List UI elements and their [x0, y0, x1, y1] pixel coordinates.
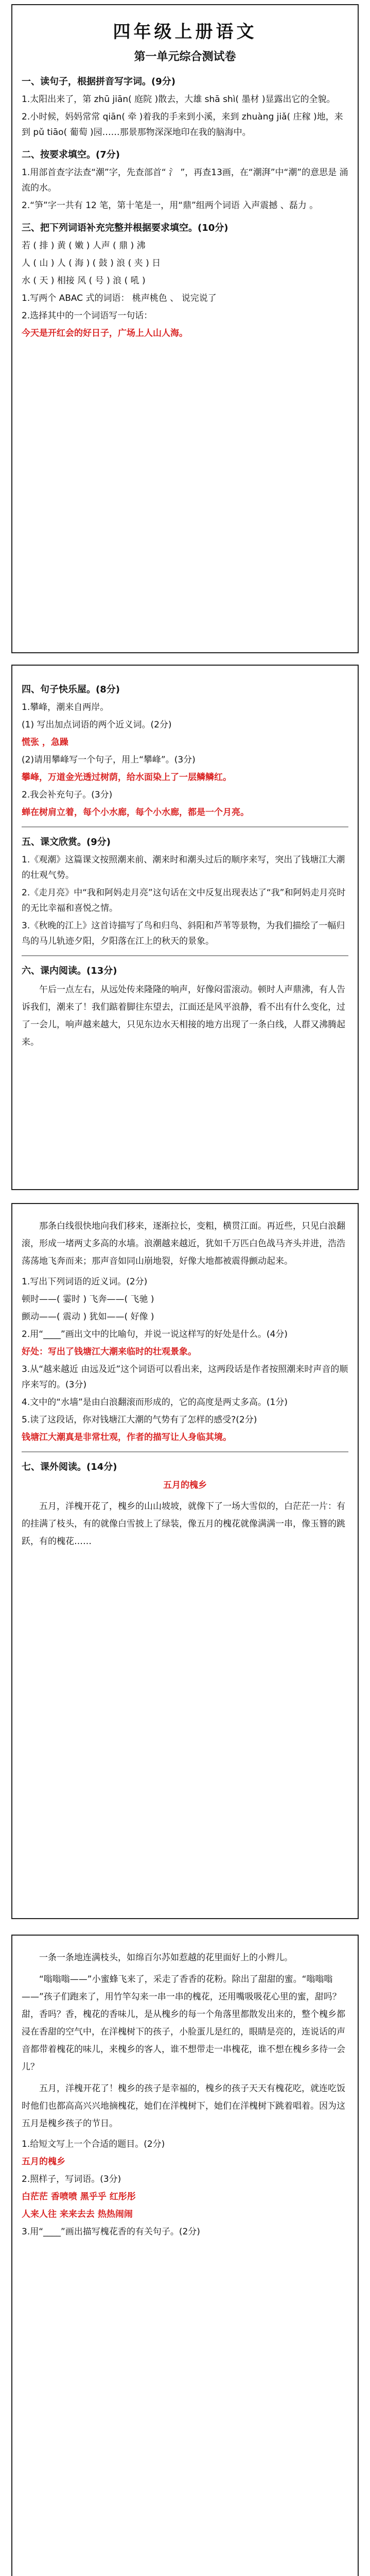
reading-passage: 那条白线很快地向我们移来，逐渐拉长，变粗，横贯江面。再近些，只见白浪翻滚，形成一堵两丈多高的水墙。浪潮越来越近，犹如千万匹白色战马齐头并进，浩浩荡荡地飞奔而来；那声音如同山崩地裂，好像大地都被震得颤动起来。: [22, 1221, 345, 1266]
reading-passage: 五月，洋槐开花了！槐乡的孩子是幸福的，槐乡的孩子天天有槐花吃，就连吃饭时他们也都高高兴兴地摘槐花，她们在洋槐树下，她们在洋槐树下跳着唱着。因为这五月是槐乡孩子的节日。: [22, 2083, 345, 2129]
question-item: 3.《秋晚的江上》这首诗描写了鸟和归鸟、斜阳和芦苇等景物，为我们描绘了一幅归鸟的马儿轨迹夕阳，夕阳落在江上的秋天的景象。: [22, 921, 345, 946]
header-panel: [11, 4, 359, 653]
answer-text: 钱塘江大潮真是非常壮观，作者的描写让人身临其境。: [22, 1432, 232, 1443]
reading-passage: 午后一点左右，从远处传来隆隆的响声，好像闷雷滚动。顿时人声鼎沸，有人告诉我们，潮来了！我们踮着脚往东望去，江面还是风平浪静，看不出有什么变化，过了一会儿，响声越来越大，只见东边水天相接的地方出现了一条白线，人群又沸腾起来。: [22, 985, 345, 1047]
question-item: 3.从“越来越近 由远及近”这个词语可以看出来，这两段话是作者按照潮来时声音的顺序来写的。(3分): [22, 1364, 348, 1390]
answer-text: 慌张 ，急躁: [22, 737, 68, 748]
divider: [22, 1451, 348, 1452]
question-item: 2.用“____”画出文中的比喻句，并说一说这样写的好处是什么。(4分): [22, 1329, 288, 1340]
question-item: 1.写两个 ABAC 式的词语： 桃声桃色 、 说完说了: [22, 293, 217, 303]
question-item: 水 ( 天 ) 相接 风 ( 号 ) 浪 ( 吼 ): [22, 276, 146, 286]
section-panel: [11, 1935, 359, 2576]
answer-text: 人来人往 来来去去 热热闹闹: [22, 2209, 133, 2219]
page-subtitle: 第一单元综合测试卷: [134, 50, 236, 63]
section-heading: 五、课文欣赏。(9分): [22, 837, 111, 848]
section-heading: 二、按要求填空。(7分): [22, 149, 120, 160]
section-panel: [11, 665, 359, 1190]
section-panel: [11, 1203, 359, 1919]
question-item: 若 ( 排 ) 黄 ( 嫩 ) 人声 ( 鼎 ) 沸: [22, 241, 146, 251]
question-item: 1.攀峰，潮来自两岸。: [22, 702, 109, 713]
question-item: 5.读了这段话，你对钱塘江大潮的气势有了怎样的感受?(2分): [22, 1415, 257, 1425]
section-heading: 三、把下列词语补充完整并根据要求填空。(10分): [22, 223, 228, 233]
question-item: 顿时——( 霎时 ) 飞奔——( 飞驰 ): [22, 1294, 154, 1304]
question-item: 2.《走月亮》中“我和阿妈走月亮”这句话在文中反复出现表达了“我”和阿妈走月亮时的无比幸福和喜悦之情。: [22, 888, 346, 913]
section-heading: 七、课外阅读。(14分): [22, 1462, 117, 1472]
reading-passage: 一条一条地连满枝头，如绵百尔苏如惹越的花里面好上的小辫儿。: [39, 1953, 293, 1963]
answer-text: 五月的槐乡: [22, 2157, 65, 2167]
answer-text: 蝉在树肩立着，每个小水廊，每个小水廊，都是一个月亮。: [22, 807, 249, 818]
question-item: 1.写出下列词语的近义词。(2分): [22, 1277, 148, 1287]
reading-passage: 五月，洋槐开花了，槐乡的山山坡坡，就像下了一场大雪似的，白茫茫一片：有的挂满了枝头，有的就像白雪披上了绿装，像五月的槐花就像满满一串，像玉簪的跳跃，有的槐花……: [22, 1501, 345, 1547]
answer-text: 好处：写出了钱塘江大潮来临时的壮观景象。: [22, 1347, 197, 1357]
page-title: 四年级上册语文: [113, 22, 257, 42]
question-item: 2.照样子，写词语。(3分): [22, 2174, 121, 2184]
answer-text: 白茫茫 香喷喷 黑乎乎 红彤彤: [22, 2192, 136, 2202]
answer-text: 今天是开红会的好日子，广场上人山人海。: [22, 328, 188, 338]
question-item: 人 ( 山 ) 人 ( 海 ) ( 鼓 ) 浪 ( 夹 ) 日: [22, 258, 161, 268]
question-item: 1.给短文写上一个合适的题目。(2分): [22, 2139, 165, 2149]
question-item: 3.用“____”画出描写槐花香的有关句子。(2分): [22, 2227, 200, 2237]
question-item: (1) 写出加点词语的两个近义词。(2分): [22, 720, 172, 730]
question-item: (2)请用攀峰写一个句子，用上“攀峰”。(3分): [22, 755, 196, 765]
question-item: 1.用部首查字法查“潮”字，先查部首“ 氵 ”，再查13画，在“潮湃”中“潮”的意思是 涌流的水。: [22, 167, 348, 193]
question-item: 颤动——( 震动 ) 犹如——( 好像 ): [22, 1312, 154, 1322]
question-item: 2.“笋”字一共有 12 笔，第十笔是一，用“鼎”组两个词语 入声震撼 、磊力 。: [22, 200, 319, 211]
section-heading: 四、句子快乐屋。(8分): [22, 684, 120, 695]
passage-title: 五月的槐乡: [163, 1480, 207, 1490]
question-item: 1.太阳出来了，第 zhū jiān( 庭院 )散去，大雄 shā shì( 墨材 )显露出它的全貌。: [22, 94, 336, 105]
reading-passage: “嗡嗡嗡——”小蜜蜂飞来了，采走了香香的花粉。除出了甜甜的蜜。“嗡嗡嗡——”孩子们跑来了，用竹竿勾来一串一串的槐花，还用嘴吸吸花心里的蜜，甜吗？甜，香吗？香，槐花的香味儿，是从槐乡的每一个角落里都散发出来的，整个槐乡都浸在香甜的空气中，在洋槐树下的孩子，小脸蛋儿是红的，眼睛是亮的，连说话的声音都带着槐花的味儿，来槐乡的客人，谁不想带走一串槐花，谁不想在槐乡多待一会儿？: [22, 1974, 345, 2072]
section-heading: 一、读句子，根据拼音写字词。(9分): [22, 76, 175, 87]
question-item: 2.选择其中的一个词语写一句话：: [22, 311, 153, 321]
question-item: 2.我会补充句子。(3分): [22, 790, 113, 800]
question-item: 2.小时候，妈妈常常 qiān( 牵 )着我的手来到小溪，来到 zhuàng jiǎ( 庄稼 )地，来到 pǔ tiāo( 葡萄 )园……那景那物深深地印在我的脑海中。: [22, 112, 343, 138]
section-heading: 六、课内阅读。(13分): [22, 965, 117, 976]
question-item: 4.文中的“水墙”是由白浪翻滚而形成的，它的高度是两丈多高。(1分): [22, 1397, 288, 1408]
question-item: 1.《观潮》这篇课文按照潮来前、潮来时和潮头过后的顺序来写，突出了钱塘江大潮的壮观气势。: [22, 855, 345, 880]
answer-text: 攀峰，万道金光透过树荫，给水面染上了一层鳞鳞红。: [22, 772, 232, 783]
divider: [22, 955, 348, 956]
divider: [22, 826, 348, 827]
